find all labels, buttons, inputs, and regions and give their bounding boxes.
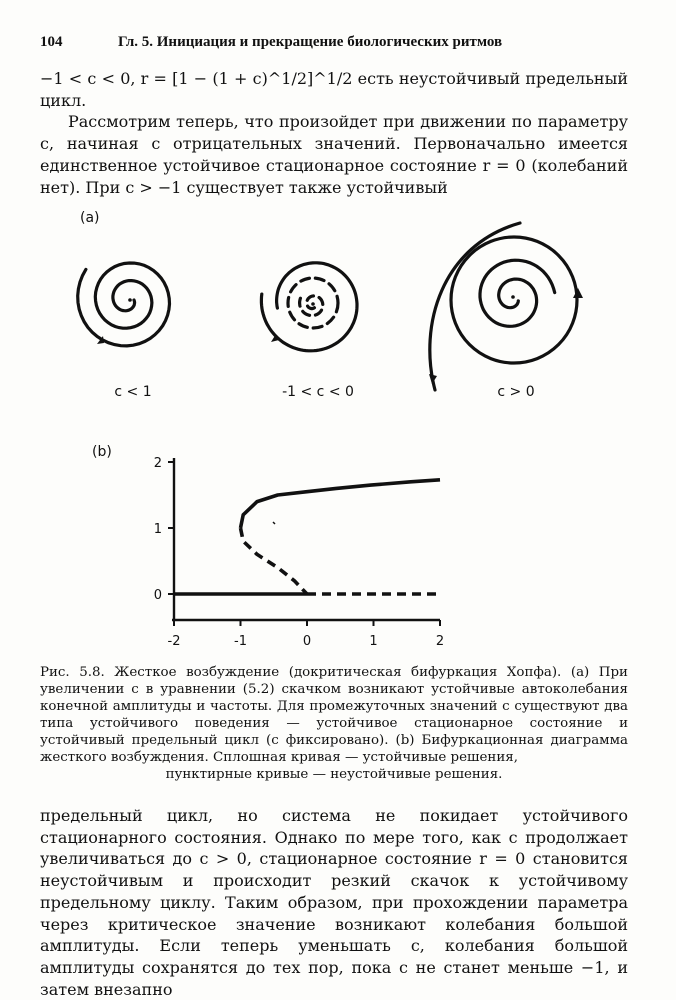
y-tick-label: 0 (153, 588, 162, 603)
continuation-paragraph: предельный цикл, но система не покидает устойчивого стационарного состояния. Однако по мере того, как c продолжает увеличиваться до c > 0, стационарное состояние r = 0 становится неустойчивым и происходит резкий скачок к устойчивому предельному циклу. Таким образом, при прохождении параметра через критическое значение возникают колебания большой амплитуды. Если теперь уменьшать c, колебания большой амплитуды сохранятся до тех пор, пока c не станет меньше −1, и затем внезапно (40, 806, 628, 999)
inner-dashed-spiral (300, 296, 323, 316)
page-number: 104 (40, 34, 63, 50)
x-tick-label: -2 (167, 634, 181, 649)
phase-portrait-3 (430, 223, 577, 390)
y-tick-label: 2 (153, 456, 162, 471)
phase-label-3: c > 0 (497, 384, 535, 400)
intro-paragraph: Рассмотрим теперь, что произойдет при движении по параметру c, начиная с отрицательных значений. Первоначально имеется единственное устойчивое стационарное состояние r = 0 (колебаний нет). При c > −1 существует также устойчивый (40, 112, 628, 197)
formula-paragraph: −1 < c < 0, r = [1 − (1 + c)^1/2]^1/2 есть неустойчивый предельный цикл. (40, 69, 628, 110)
bifurcation-diagram (154, 456, 444, 649)
panel-b-label: (b) (92, 444, 112, 460)
phase-label-1: c < 1 (114, 384, 152, 400)
figure-caption (40, 664, 628, 783)
panel-a-label: (a) (80, 210, 100, 226)
spiral-trajectory (78, 263, 170, 346)
series-stable-limit-cycle (241, 480, 441, 528)
x-tick-label: 2 (435, 634, 445, 649)
fixed-point (511, 295, 515, 299)
bottom-text-block (40, 805, 628, 1000)
spiral-trajectory (480, 260, 555, 326)
fixed-point (311, 302, 315, 306)
x-tick-label: 0 (302, 634, 312, 649)
x-ticks (168, 620, 445, 649)
y-ticks (154, 456, 174, 603)
running-title: Гл. 5. Инициация и прекращение биологических ритмов (118, 34, 503, 50)
y-tick-label: 1 (153, 522, 162, 537)
fixed-point (128, 298, 132, 302)
phase-portrait-1 (78, 263, 170, 346)
x-tick-label: -1 (234, 634, 247, 649)
caption-text: Рис. 5.8. Жесткое возбуждение (докритическая бифуркация Хопфа). (а) При увеличении c в уравнении (5.2) скачком возникают устойчивые автоколебания конечной амплитуды и частоты. Для промежуточных значений c существуют два типа устойчивого поведения — устойчивое стационарное состояние и устойчивый предельный цикл (c фиксировано). (b) Бифуркационная диаграмма жесткого возбуждения. Сплошная кривая — устойчивые решения, (40, 665, 628, 765)
series-unstable-limit-cycle (241, 528, 308, 594)
stable-limit-cycle (451, 237, 577, 363)
x-tick-label: 1 (369, 634, 378, 649)
chart-series (174, 480, 440, 594)
stray-mark (273, 522, 275, 524)
caption-last-line: пунктирные кривые — неустойчивые решения. (165, 767, 503, 782)
phase-label-2: -1 < c < 0 (282, 384, 354, 400)
